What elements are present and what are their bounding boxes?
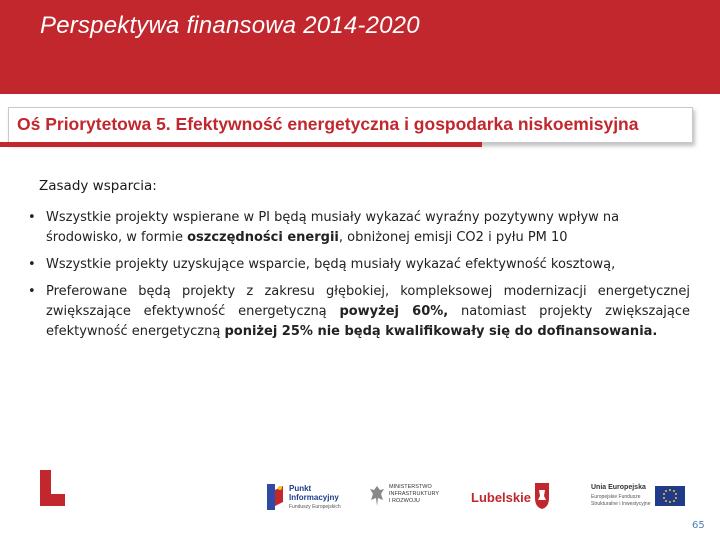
section-heading: Zasady wsparcia: xyxy=(39,178,157,194)
bullet-3-bold-2: poniżej 25% nie będą kwalifikowały się do dofinansowania. xyxy=(224,324,658,339)
bullet-item-3 xyxy=(28,282,690,342)
fe-flag-icon xyxy=(265,482,285,512)
bullet-3-text-a: Preferowane będą projekty z zakresu głębokiej, kompleksowej modernizacji energetycznej zwiększające efektywność energetyczną xyxy=(46,284,690,319)
eu-flag-icon xyxy=(655,486,685,506)
axis-title: Oś Priorytetowa 5. Efektywność energetyczna i gospodarka niskoemisyjna xyxy=(17,114,639,134)
bullet-item-2 xyxy=(28,255,690,275)
bullet-list xyxy=(28,208,690,349)
lubelskie-l-logo-icon xyxy=(38,470,66,506)
bullet-2-text: Wszystkie projekty uzyskujące wsparcie, będą musiały wykazać efektywność kosztową, xyxy=(46,257,616,272)
bullet-3-bold-1: powyżej 60%, xyxy=(339,304,449,319)
bullet-1-text-a: Wszystkie projekty wspierane w PI będą musiały wykazać wyraźny pozytywny wpływ na środowisko, w formie xyxy=(46,210,620,245)
axis-underline xyxy=(0,142,482,147)
bullet-1-bold: oszczędności energii xyxy=(187,230,339,245)
logo-lubelskie xyxy=(471,478,551,518)
header-band xyxy=(0,0,720,94)
logo-ue-line2: Europejskie Fundusze xyxy=(591,494,641,500)
logo-pi-line3: Funduszy Europejskich xyxy=(289,504,341,510)
footer-logos xyxy=(263,478,693,518)
coat-of-arms-icon xyxy=(534,482,550,510)
logo-min-line3: I ROZWOJU xyxy=(389,498,420,504)
page-title: Perspektywa finansowa 2014-2020 xyxy=(40,12,420,39)
logo-min-line1: MINISTERSTWO xyxy=(389,484,432,490)
logo-punkt-informacyjny xyxy=(263,478,353,518)
logo-lubelskie-text: Lubelskie xyxy=(471,490,531,505)
logo-pi-line2: Informacyjny xyxy=(289,493,339,502)
axis-title-box xyxy=(8,107,693,143)
bullet-3-text-c: natomiast projekty zwiększające efektywność energetyczną xyxy=(46,304,691,339)
logo-ministerstwo xyxy=(367,478,457,518)
eagle-emblem-icon xyxy=(369,484,385,510)
bullet-1-text-c: , obniżonej emisji CO2 i pyłu PM 10 xyxy=(338,230,568,245)
logo-pi-line1: Punkt xyxy=(289,484,312,493)
logo-ue-line3: Strukturalne i Inwestycyjne xyxy=(591,501,651,507)
logo-ue-line1: Unia Europejska xyxy=(591,484,646,491)
logo-unia-europejska xyxy=(591,478,691,518)
logo-min-line2: INFRASTRUKTURY xyxy=(389,491,440,497)
page-number: 65 xyxy=(692,520,705,531)
bullet-item-1 xyxy=(28,208,690,248)
